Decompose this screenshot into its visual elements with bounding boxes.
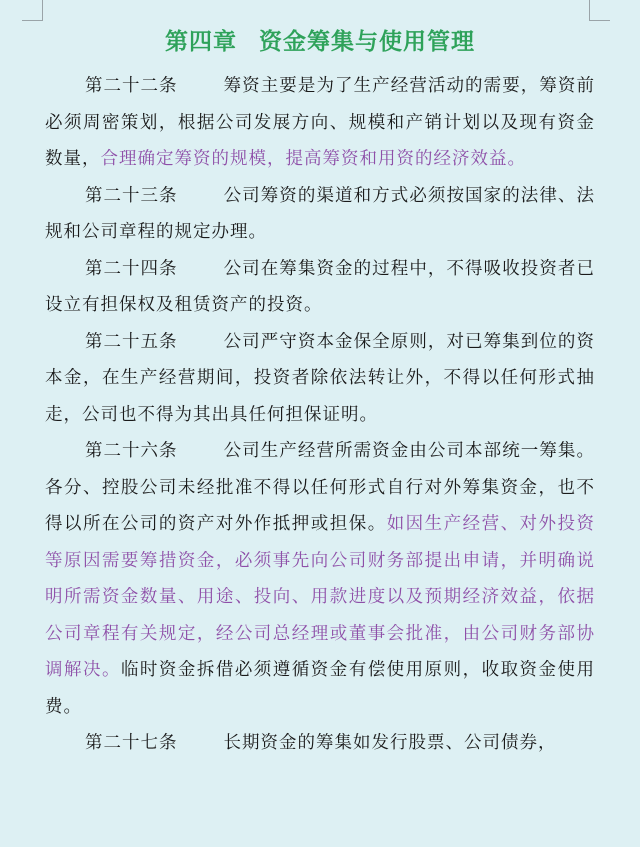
article-label: 第二十二条 — [85, 76, 178, 96]
article-text: 公司筹资的渠道和方式必须按国家的法律、法规和公司章程的规定办理。 — [45, 185, 595, 242]
article-highlight: 如因生产经营、对外投资等原因需要筹措资金，必须事先向公司财务部提出申请，并明确说明所需资金数量、用途、投向、用款进度以及预期经济效益，依据公司章程有关规定，经公司总经理或董事会批准，由公司财务部协调解决。 — [45, 514, 596, 680]
page-corner-mark-right — [589, 0, 610, 21]
document-body — [45, 22, 595, 762]
chapter-number: 第四章 — [165, 29, 237, 55]
article-text-continued: 临时资金拆借必须遵循资金有偿使用原则，收取资金使用费。 — [45, 660, 596, 717]
article-24 — [45, 251, 595, 324]
article-text: 筹资主要是为了生产经营活动的需要，筹资前必须周密策划，根据公司发展方向、规模和产销计划以及现有资金数量， — [45, 76, 595, 169]
article-label: 第二十五条 — [85, 331, 178, 352]
article-label: 第二十六条 — [85, 441, 178, 461]
article-text: 长期资金的筹集如发行股票、公司债券， — [223, 733, 557, 753]
article-highlight: 合理确定筹资的规模，提高筹资和用资的经济效益。 — [100, 149, 526, 169]
page-corner-mark-left — [22, 0, 43, 21]
article-label: 第二十三条 — [85, 185, 178, 206]
article-label: 第二十七条 — [85, 733, 178, 753]
article-text: 公司生产经营所需资金由公司本部统一筹集。各分、控股公司未经批准不得以任何形式自行对外筹集资金，也不得以所在公司的资产对外作抵押或担保。 — [45, 441, 595, 534]
article-25 — [45, 324, 595, 434]
chapter-heading — [45, 22, 595, 62]
article-text: 公司在筹集资金的过程中，不得吸收投资者已设立有担保权及租赁资产的投资。 — [45, 258, 595, 315]
chapter-title: 资金筹集与使用管理 — [259, 29, 475, 55]
article-text: 公司严守资本金保全原则，对已筹集到位的资本金，在生产经营期间，投资者除依法转让外，不得以任何形式抽走，公司也不得为其出具任何担保证明。 — [45, 331, 595, 425]
article-22 — [45, 68, 595, 178]
article-23 — [45, 178, 595, 251]
article-label: 第二十四条 — [85, 258, 178, 279]
article-27 — [45, 725, 595, 762]
article-26 — [45, 433, 595, 725]
